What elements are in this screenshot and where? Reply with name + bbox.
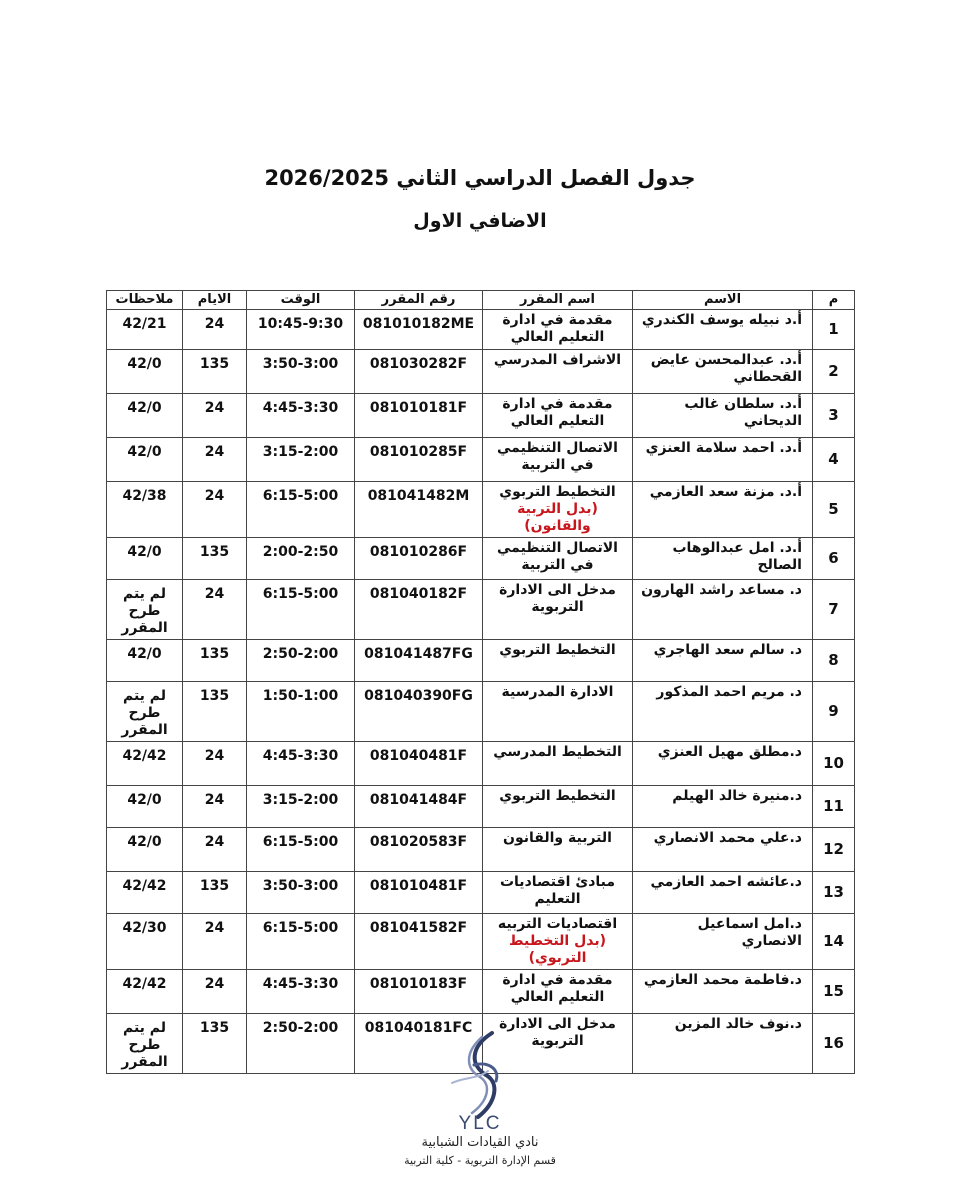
class-days-text: 24 [204,976,225,992]
row-notes-text: 42/0 [127,444,162,460]
row-notes [107,828,183,872]
course-name-text: التخطيط المدرسي [493,744,622,760]
logo-text: YLC [458,1113,502,1134]
class-days-text: 135 [199,878,230,894]
class-time [247,682,355,742]
class-days [183,742,247,786]
instructor-name-text: د.نوف خالد المزين [674,1016,802,1032]
course-name-text: مدخل الى الادارة التربوية [499,1016,616,1049]
row-notes [107,640,183,682]
row-number-text: 5 [828,500,839,518]
instructor-name [633,310,813,350]
instructor-name-text: د. سالم سعد الهاجري [653,642,802,658]
instructor-name [633,438,813,482]
course-code-text: 081030282F [369,356,468,372]
course-name-text: مقدمة في ادارة التعليم العالي [502,972,613,1005]
table-header-row [107,291,855,310]
row-number-text: 6 [828,549,839,567]
row-number-text: 14 [823,932,844,950]
course-code-text: 081010285F [369,444,468,460]
class-days-text: 135 [199,544,230,560]
course-name-text: التربية والقانون [503,830,612,846]
row-number [813,482,855,538]
class-days-text: 135 [199,646,230,662]
class-days-text: 24 [204,488,225,504]
instructor-name-text: د.امل اسماعيل الانصاري [697,916,802,949]
course-name-text: مدخل الى الادارة التربوية [499,582,616,615]
row-number-text: 15 [823,982,844,1000]
table-row [107,742,855,786]
class-days [183,438,247,482]
class-time-text: 6:15-5:00 [262,488,339,504]
instructor-name [633,394,813,438]
course-name [483,310,633,350]
row-notes-text: 42/0 [127,400,162,416]
row-number [813,350,855,394]
course-name-text: الادارة المدرسية [501,684,614,700]
instructor-name [633,970,813,1014]
class-time-text: 6:15-5:00 [262,920,339,936]
course-code-text: 081041484F [369,792,468,808]
table-row [107,580,855,640]
course-name-text: الاتصال التنظيمي في التربية [497,540,618,573]
course-name-text: مقدمة في ادارة التعليم العالي [502,396,613,429]
class-time [247,872,355,914]
instructor-name-text: أ.د. مزنة سعد العازمي [649,484,802,500]
instructor-name-text: أ.د. سلطان غالب الديحاني [684,396,802,429]
instructor-name-text: د. مريم احمد المذكور [656,684,802,700]
row-number [813,970,855,1014]
instructor-name [633,538,813,580]
instructor-name [633,786,813,828]
course-name-text: التخطيط التربوي [499,788,616,804]
course-code-text: 081010183F [369,976,468,992]
course-code [355,438,483,482]
class-days [183,482,247,538]
course-code-text: 081041487FG [364,646,473,662]
course-code [355,914,483,970]
course-code [355,786,483,828]
class-days [183,350,247,394]
header-num: م [813,291,855,310]
course-code-text: 081041482M [367,488,470,504]
class-time [247,914,355,970]
course-code-text: 081010481F [369,878,468,894]
course-name [483,538,633,580]
course-code-text: 081040481F [369,748,468,764]
course-code [355,640,483,682]
ylc-logo-icon [430,1025,530,1125]
row-number [813,682,855,742]
instructor-name-text: د.مطلق مهيل العنزي [657,744,802,760]
instructor-name-text: أ.د. احمد سلامة العنزي [645,440,802,456]
class-days [183,828,247,872]
table-body [107,310,855,1074]
row-notes [107,682,183,742]
class-time [247,828,355,872]
instructor-name-text: أ.د نبيله يوسف الكندري [641,312,802,328]
course-code-text: 081010182ME [362,316,475,332]
row-number-text: 8 [828,651,839,669]
row-notes-text: 42/0 [127,792,162,808]
course-code-text: 081010286F [369,544,468,560]
course-name [483,438,633,482]
row-number-text: 4 [828,450,839,468]
row-notes-text: لم يتم طرح المقرر [121,688,168,738]
row-notes [107,538,183,580]
class-time [247,1014,355,1074]
course-code [355,580,483,640]
class-days-text: 135 [199,356,230,372]
class-days-text: 135 [199,688,230,704]
instructor-name [633,640,813,682]
row-notes [107,482,183,538]
row-notes [107,970,183,1014]
instructor-name [633,742,813,786]
course-code [355,828,483,872]
row-notes [107,394,183,438]
class-days-text: 24 [204,586,225,602]
course-name [483,580,633,640]
row-number-text: 9 [828,702,839,720]
instructor-name-text: أ.د. عبدالمحسن عايض القحطاني [650,352,802,385]
course-code [355,742,483,786]
class-time-text: 2:50-2:00 [262,1020,339,1036]
instructor-name [633,914,813,970]
page-title: جدول الفصل الدراسي الثاني 2026/2025 [264,166,696,190]
instructor-name-text: د.فاطمة محمد العازمي [643,972,802,988]
instructor-name [633,350,813,394]
schedule-table [106,290,855,1074]
row-number [813,310,855,350]
course-code [355,872,483,914]
course-code-text: 081040390FG [364,688,473,704]
course-name [483,970,633,1014]
row-notes-text: لم يتم طرح المقرر [121,1020,168,1070]
course-code [355,538,483,580]
class-time [247,640,355,682]
course-name [483,872,633,914]
course-code-text: 081010181F [369,400,468,416]
row-number [813,786,855,828]
class-days [183,682,247,742]
class-time [247,394,355,438]
course-code [355,482,483,538]
class-days-text: 24 [204,316,225,332]
row-notes-text: 42/30 [122,920,167,936]
row-notes-text: لم يتم طرح المقرر [121,586,168,636]
table-row [107,350,855,394]
table-row [107,828,855,872]
course-code [355,682,483,742]
class-days [183,1014,247,1074]
class-days-text: 24 [204,748,225,764]
course-name [483,482,633,538]
row-number-text: 13 [823,883,844,901]
instructor-name-text: د.علي محمد الانصاري [653,830,802,846]
course-name [483,786,633,828]
row-notes [107,1014,183,1074]
instructor-name-text: د.عائشه احمد العازمي [650,874,802,890]
row-number [813,438,855,482]
row-number [813,914,855,970]
class-time [247,580,355,640]
course-code [355,970,483,1014]
table-row [107,682,855,742]
row-notes [107,786,183,828]
course-name [483,640,633,682]
table-row [107,914,855,970]
header-time: الوقت [247,291,355,310]
class-time-text: 3:15-2:00 [262,444,339,460]
row-number [813,580,855,640]
class-time-text: 3:15-2:00 [262,792,339,808]
class-days-text: 24 [204,444,225,460]
table-row [107,394,855,438]
table-row [107,786,855,828]
header-code: رقم المقرر [355,291,483,310]
class-time [247,438,355,482]
course-code-text: 081040181FC [364,1020,473,1036]
row-number-text: 1 [828,320,839,338]
class-time-text: 2:50-2:00 [262,646,339,662]
class-time-text: 6:15-5:00 [262,586,339,602]
class-time-text: 2:00-2:50 [262,544,339,560]
page-subtitle: الاضافي الاول [413,210,547,232]
instructor-name [633,482,813,538]
row-notes-text: 42/0 [127,356,162,372]
course-name-text: اقتصاديات التربيه [497,916,618,932]
class-days [183,394,247,438]
class-time [247,482,355,538]
header-notes: ملاحظات [107,291,183,310]
header-days: الايام [183,291,247,310]
row-notes [107,580,183,640]
class-days [183,914,247,970]
header-course: اسم المقرر [483,291,633,310]
row-notes-text: 42/0 [127,544,162,560]
instructor-name [633,580,813,640]
class-days [183,310,247,350]
class-days-text: 135 [199,1020,230,1036]
row-notes [107,914,183,970]
class-days [183,786,247,828]
class-time [247,310,355,350]
row-number-text: 7 [828,600,839,618]
header-name: الاسم [633,291,813,310]
instructor-name-text: أ.د. امل عبدالوهاب الصالح [672,540,802,573]
instructor-name-text: د.منيرة خالد الهيلم [672,788,802,804]
course-name-text: مبادئ اقتصاديات التعليم [499,874,616,907]
course-code [355,394,483,438]
course-name-text: التخطيط التربوي [499,642,616,658]
course-code-text: 081040182F [369,586,468,602]
row-number-text: 3 [828,406,839,424]
row-notes [107,310,183,350]
class-time-text: 10:45-9:30 [257,316,344,332]
row-notes-text: 42/42 [122,878,167,894]
course-name-text: مقدمة في ادارة التعليم العالي [502,312,613,345]
row-notes-text: 42/42 [122,976,167,992]
class-time [247,538,355,580]
row-notes [107,872,183,914]
class-time-text: 4:45-3:30 [262,976,339,992]
department-name: قسم الإدارة التربوية - كلية التربية [404,1154,556,1167]
row-number-text: 10 [823,754,844,772]
class-days [183,970,247,1014]
class-days-text: 24 [204,792,225,808]
table-row [107,310,855,350]
class-days-text: 24 [204,400,225,416]
row-number [813,640,855,682]
row-number [813,538,855,580]
row-notes-text: 42/21 [122,316,167,332]
class-time [247,786,355,828]
instructor-name [633,682,813,742]
course-name-text: الاتصال التنظيمي في التربية [497,440,618,473]
table-row [107,970,855,1014]
row-notes-text: 42/0 [127,646,162,662]
instructor-name [633,1014,813,1074]
course-name [483,394,633,438]
row-notes-text: 42/42 [122,748,167,764]
course-name [483,350,633,394]
table-row [107,640,855,682]
class-time-text: 4:45-3:30 [262,400,339,416]
class-days [183,538,247,580]
course-substitution-note: (بدل التربية والقانون) [517,501,598,534]
row-notes [107,438,183,482]
class-days [183,872,247,914]
course-code [355,350,483,394]
table-row [107,438,855,482]
row-notes [107,350,183,394]
class-time-text: 1:50-1:00 [262,688,339,704]
course-name [483,742,633,786]
row-number-text: 16 [823,1034,844,1052]
row-number [813,1014,855,1074]
class-time-text: 4:45-3:30 [262,748,339,764]
course-name [483,828,633,872]
row-notes-text: 42/0 [127,834,162,850]
class-time-text: 6:15-5:00 [262,834,339,850]
course-code-text: 081041582F [369,920,468,936]
row-notes-text: 42/38 [122,488,167,504]
table-row [107,872,855,914]
class-time-text: 3:50-3:00 [262,878,339,894]
course-name-text: التخطيط التربوي [499,484,616,500]
class-time [247,350,355,394]
table-row [107,482,855,538]
class-time [247,742,355,786]
instructor-name [633,872,813,914]
instructor-name-text: د. مساعد راشد الهارون [641,582,802,598]
row-notes [107,742,183,786]
class-days-text: 24 [204,920,225,936]
class-days [183,640,247,682]
course-name-text: الاشراف المدرسي [493,352,622,368]
course-name [483,914,633,970]
course-name [483,682,633,742]
course-substitution-note: (بدل التخطيط التربوي) [509,933,606,966]
row-number-text: 2 [828,362,839,380]
club-name: نادي القيادات الشبابية [421,1135,539,1150]
row-number-text: 12 [823,840,844,858]
class-days [183,580,247,640]
class-time-text: 3:50-3:00 [262,356,339,372]
row-number [813,828,855,872]
course-code-text: 081020583F [369,834,468,850]
table-row [107,538,855,580]
row-number-text: 11 [823,797,844,815]
class-time [247,970,355,1014]
course-code [355,310,483,350]
instructor-name [633,828,813,872]
row-number [813,394,855,438]
row-number [813,742,855,786]
row-number [813,872,855,914]
class-days-text: 24 [204,834,225,850]
